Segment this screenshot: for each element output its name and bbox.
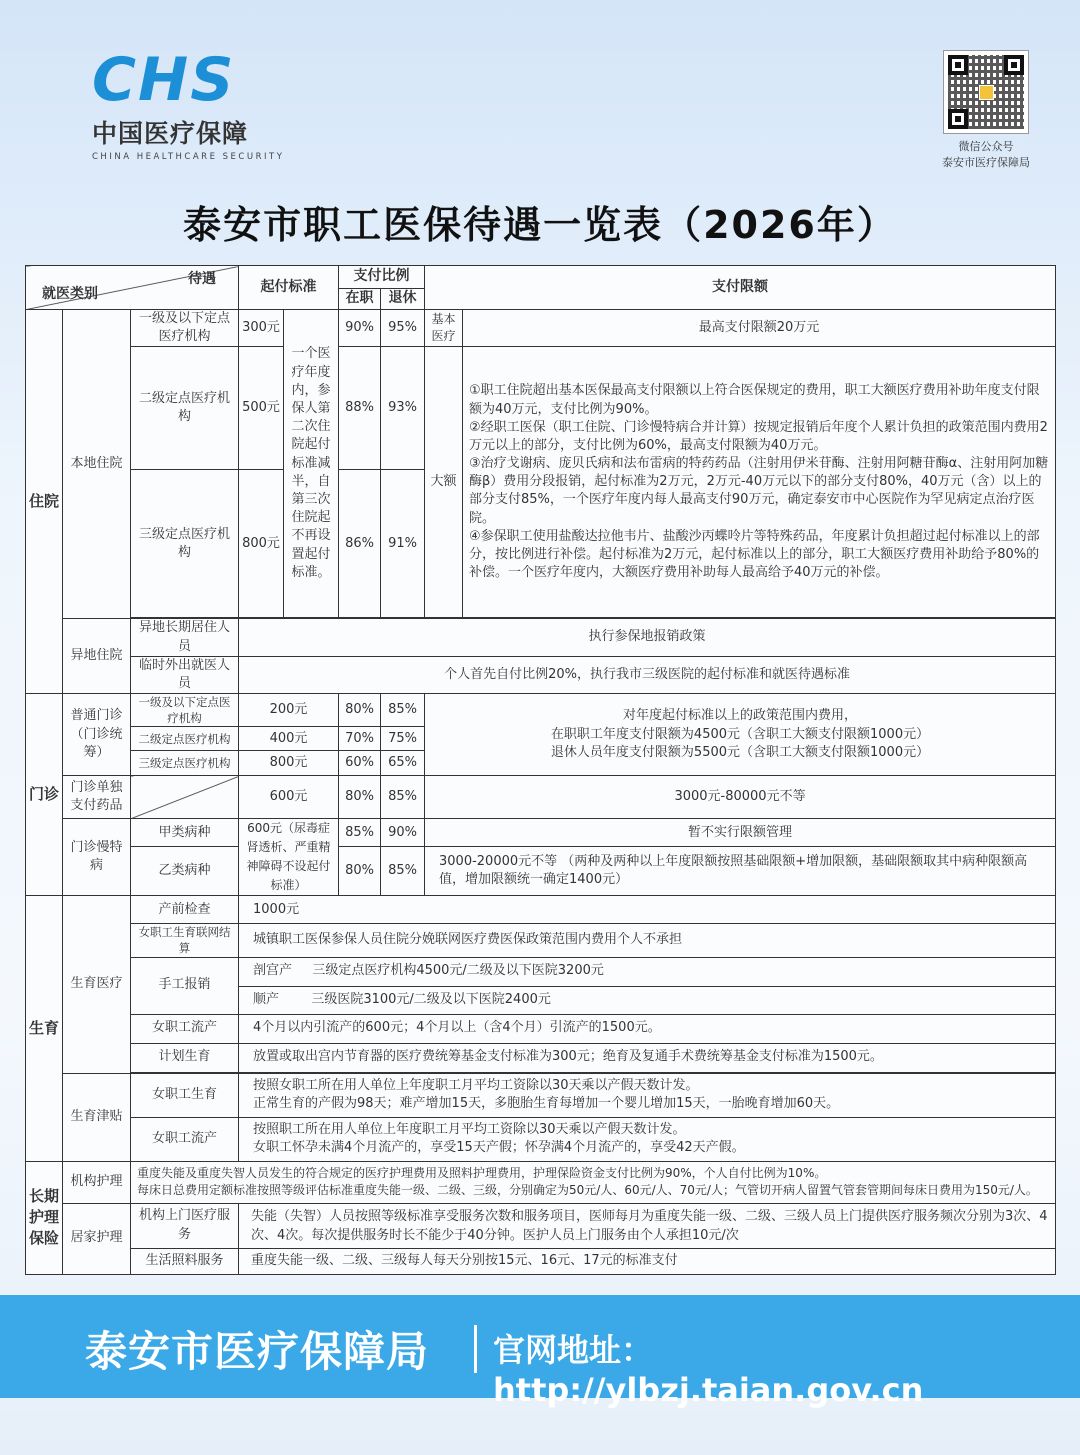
class-a-retired: 90%: [381, 819, 425, 847]
level3-threshold: 800元: [239, 470, 284, 618]
separate-drug-threshold: 600元: [239, 776, 339, 819]
general-outpatient-label: 普通门诊（门诊统筹）: [63, 694, 131, 776]
daily-care-service-label: 生活照料服务: [131, 1248, 239, 1274]
header-limit: 支付限额: [425, 266, 1056, 310]
institution-care-label: 机构护理: [63, 1161, 131, 1203]
op-level1-employed: 80%: [339, 694, 381, 727]
op-level3-threshold: 800元: [239, 751, 339, 776]
op-limit-line-3: 退休人员年度支付限额为5500元（含职工大额支付限额1000元）: [550, 744, 930, 760]
miscarriage-allowance-line-1: 按照职工所在用人单位上年度职工月平均工资除以30天乘以产假天数计发。: [253, 1121, 686, 1137]
header-treatment: 待遇: [188, 271, 217, 287]
op-level1-institution: 一级及以下定点医疗机构: [131, 694, 239, 727]
level2-employed-ratio: 88%: [339, 347, 381, 470]
offsite-inpatient-label: 异地住院: [63, 619, 131, 694]
section-inpatient: 住院: [26, 310, 63, 694]
footer-divider: [474, 1325, 477, 1373]
qr-caption-line-1: 微信公众号: [958, 140, 1014, 153]
major-rule-4: ④参保职工使用盐酸达拉他韦片、盐酸沙丙蝶呤片等特殊药品，年度累计负担超过起付标准以上的部分，按比例进行补偿。起付标准为2万元，起付标准以上的部分，职工大额医疗费用补助给予80%的补偿。一个医疗年度内，大额医疗费用补助每人最高给予40万元的补偿。: [469, 528, 1040, 581]
logo-chinese-name: 中国医疗保障: [92, 119, 249, 148]
op-level1-threshold: 200元: [239, 694, 339, 727]
chs-logo-mark: CHS: [92, 45, 236, 115]
birth-allowance-text: [239, 1073, 1056, 1117]
natural-birth-label: 顺产: [253, 991, 280, 1007]
local-inpatient-label: 本地住院: [63, 310, 131, 619]
threshold-note: 一个医疗年度内，参保人第二次住院起付标准减半，自第三次住院起不再设置起付标准。: [284, 310, 339, 618]
prenatal-check-text: 1000元: [239, 896, 1056, 924]
miscarriage-allowance-text: [239, 1117, 1056, 1161]
basic-medical-limit: 最高支付限额20万元: [463, 310, 1056, 347]
op-level2-retired: 75%: [381, 727, 425, 751]
separate-drug-limit: 3000元-80000元不等: [425, 776, 1056, 819]
major-rule-3: ③治疗戈谢病、庞贝氏病和法布雷病的特药药品（注射用伊米苷酶、注射用阿糖苷酶α、注射用阿加糖酶β）费用分段报销，起付标准为2万元，2万元-40万元以下的部分支付80%，40万元（含）以上的部分支付85%，一个医疗年度内每人最高支付90万元，确定泰安市中心医院作为罕见病定点治疗医院。: [469, 456, 1049, 526]
offsite-long-term-text: 执行参保地报销政策: [239, 619, 1056, 656]
op-level2-threshold: 400元: [239, 727, 339, 751]
class-a-employed: 85%: [339, 819, 381, 847]
major-medical-rules: [463, 347, 1056, 618]
wechat-qr-code: [943, 50, 1029, 134]
level1-retired-ratio: 95%: [381, 310, 425, 347]
level1-threshold: 300元: [239, 310, 284, 347]
cesarean-label: 剖宫产: [253, 963, 293, 979]
family-planning-text: 放置或取出宫内节育器的医疗费统筹基金支付标准为300元；绝育及复通手术费统筹基金支付标准为1500元。: [239, 1043, 1056, 1072]
institution-care-text: [131, 1161, 1056, 1203]
logo-english-name: CHINA HEALTHCARE SECURITY: [92, 152, 285, 162]
op-level2-employed: 70%: [339, 727, 381, 751]
page-title: 泰安市职工医保待遇一览表（2026年）: [183, 203, 897, 247]
class-a-disease: 甲类病种: [131, 819, 239, 847]
institution-care-line-2: 每床日总费用定额标准按照等级评估标准重度失能一级、二级、三级，分别确定为50元/人、60元/人、70元/人；气管切开病人留置气管套管期间每床日费用为150元/人。: [137, 1183, 1038, 1197]
class-b-disease: 乙类病种: [131, 847, 239, 896]
level2-institution: 二级定点医疗机构: [131, 347, 239, 470]
level2-threshold: 500元: [239, 347, 284, 470]
general-outpatient-limit: [425, 694, 1056, 776]
op-limit-line-2: 在职职工年度支付限额为4500元（含职工大额支付限额1000元）: [550, 726, 930, 742]
level3-institution: 三级定点医疗机构: [131, 470, 239, 618]
level1-institution: 一级及以下定点医疗机构: [131, 310, 239, 347]
maternity-medical-label: 生育医疗: [63, 896, 131, 1073]
header-threshold: 起付标准: [239, 266, 339, 310]
separate-drug-empty-cell: [131, 776, 239, 819]
major-rule-2: ②经职工医保（职工住院、门诊慢特病合并计算）按规定报销后年度个人累计负担的政策范围内费用2万元以上的部分，支付比例为60%，最高支付限额为40万元。: [469, 419, 1048, 453]
home-care-label: 居家护理: [63, 1203, 131, 1274]
class-b-employed: 80%: [339, 847, 381, 896]
header-category: 就医类别: [42, 286, 98, 303]
header-corner-cell: [26, 266, 239, 310]
op-level1-retired: 85%: [381, 694, 425, 727]
home-medical-service-label: 机构上门医疗服务: [131, 1203, 239, 1248]
class-b-limit: 3000-20000元不等 （两种及两种以上年度限额按照基础限额+增加限额，基础限额取其中病种限额高值，增加限额统一确定1400元）: [425, 847, 1056, 896]
separate-drug-retired: 85%: [381, 776, 425, 819]
birth-allowance-line-2: 正常生育的产假为98天；难产增加15天，多胞胎生育每增加一个婴儿增加15天，一胎晚育增加60天。: [253, 1096, 840, 1111]
natural-birth-row: [239, 986, 1056, 1014]
op-level3-retired: 65%: [381, 751, 425, 776]
abortion-medical-text: 4个月以内引流产的600元；4个月以上（含4个月）引流产的1500元。: [239, 1014, 1056, 1043]
header-ratio: 支付比例: [339, 266, 425, 289]
section-long-term-care: 长期护理保险: [26, 1161, 63, 1274]
miscarriage-allowance-label: 女职工流产: [131, 1117, 239, 1161]
separate-drug-employed: 80%: [339, 776, 381, 819]
birth-allowance-label: 女职工生育: [131, 1073, 239, 1117]
chs-logo: [92, 45, 285, 162]
offsite-long-term-label: 异地长期居住人员: [131, 619, 239, 656]
level2-retired-ratio: 93%: [381, 347, 425, 470]
op-limit-line-1: 对年度起付标准以上的政策范围内费用，: [623, 708, 858, 724]
major-medical-label: 大额: [425, 347, 463, 618]
chronic-disease-label: 门诊慢特病: [63, 819, 131, 896]
op-level2-institution: 二级定点医疗机构: [131, 727, 239, 751]
footer-website: 官网地址：http://ylbzj.taian.gov.cn: [493, 1331, 924, 1409]
op-level3-employed: 60%: [339, 751, 381, 776]
offsite-temporary-text: 个人首先自付比例20%，执行我市三级医院的起付标准和就医待遇标准: [239, 656, 1056, 693]
header-employed: 在职: [339, 288, 381, 310]
basic-medical-label: 基本医疗: [425, 310, 463, 347]
maternity-allowance-label: 生育津贴: [63, 1073, 131, 1161]
class-a-limit: 暂不实行限额管理: [425, 819, 1056, 847]
institution-care-line-1: 重度失能及重度失智人员发生的符合规定的医疗护理费用及照料护理费用，护理保险资金支付比例为90%，个人自付比例为10%。: [137, 1166, 827, 1180]
section-outpatient: 门诊: [26, 694, 63, 896]
class-b-retired: 85%: [381, 847, 425, 896]
separate-drug-label: 门诊单独支付药品: [63, 776, 131, 819]
level3-retired-ratio: 91%: [381, 470, 425, 618]
chronic-threshold: 600元（尿毒症肾透析、严重精神障碍不设起付标准）: [239, 819, 339, 896]
major-rule-1: ①职工住院超出基本医保最高支付限额以上符合医保规定的费用，职工大额医疗费用补助年度支付限额为40万元，支付比例为90%。: [469, 383, 1040, 417]
qr-caption: [915, 139, 1057, 171]
prenatal-check-label: 产前检查: [131, 896, 239, 924]
section-maternity: 生育: [26, 896, 63, 1161]
op-level3-institution: 三级定点医疗机构: [131, 751, 239, 776]
networked-settlement-label: 女职工生育联网结算: [131, 924, 239, 957]
benefits-table: [25, 265, 1056, 1275]
manual-reimbursement-label: 手工报销: [131, 957, 239, 1014]
cesarean-text: 三级定点医疗机构4500元/二级及以下医院3200元: [312, 963, 604, 979]
networked-settlement-text: 城镇职工医保参保人员住院分娩联网医疗费医保政策范围内费用个人不承担: [239, 924, 1056, 957]
level3-employed-ratio: 86%: [339, 470, 381, 618]
qr-caption-line-2: 泰安市医疗保障局: [942, 156, 1030, 169]
footer-banner: [0, 1295, 1080, 1409]
header-retired: 退休: [381, 288, 425, 310]
abortion-medical-label: 女职工流产: [131, 1014, 239, 1043]
family-planning-label: 计划生育: [131, 1043, 239, 1072]
natural-birth-text: 三级医院3100元/二级及以下医院2400元: [311, 991, 551, 1007]
offsite-temporary-label: 临时外出就医人员: [131, 656, 239, 693]
daily-care-service-text: 重度失能一级、二级、三级每人每天分别按15元、16元、17元的标准支付: [239, 1248, 1056, 1274]
level1-employed-ratio: 90%: [339, 310, 381, 347]
home-medical-service-text: 失能（失智）人员按照等级标准享受服务次数和服务项目，医师每月为重度失能一级、二级、三级人员上门提供医疗服务频次分别为3次、4次、4次。每次提供服务时长不能少于40分钟。医护人员上门服务由个人承担10元/次: [239, 1203, 1056, 1248]
cesarean-row: [239, 957, 1056, 986]
footer-org-name: 泰安市医疗保障局: [85, 1327, 430, 1376]
miscarriage-allowance-line-2: 女职工怀孕未满4个月流产的，享受15天产假；怀孕满4个月流产的，享受42天产假。: [253, 1140, 745, 1155]
birth-allowance-line-1: 按照女职工所在用人单位上年度职工月平均工资除以30天乘以产假天数计发。: [253, 1077, 699, 1093]
